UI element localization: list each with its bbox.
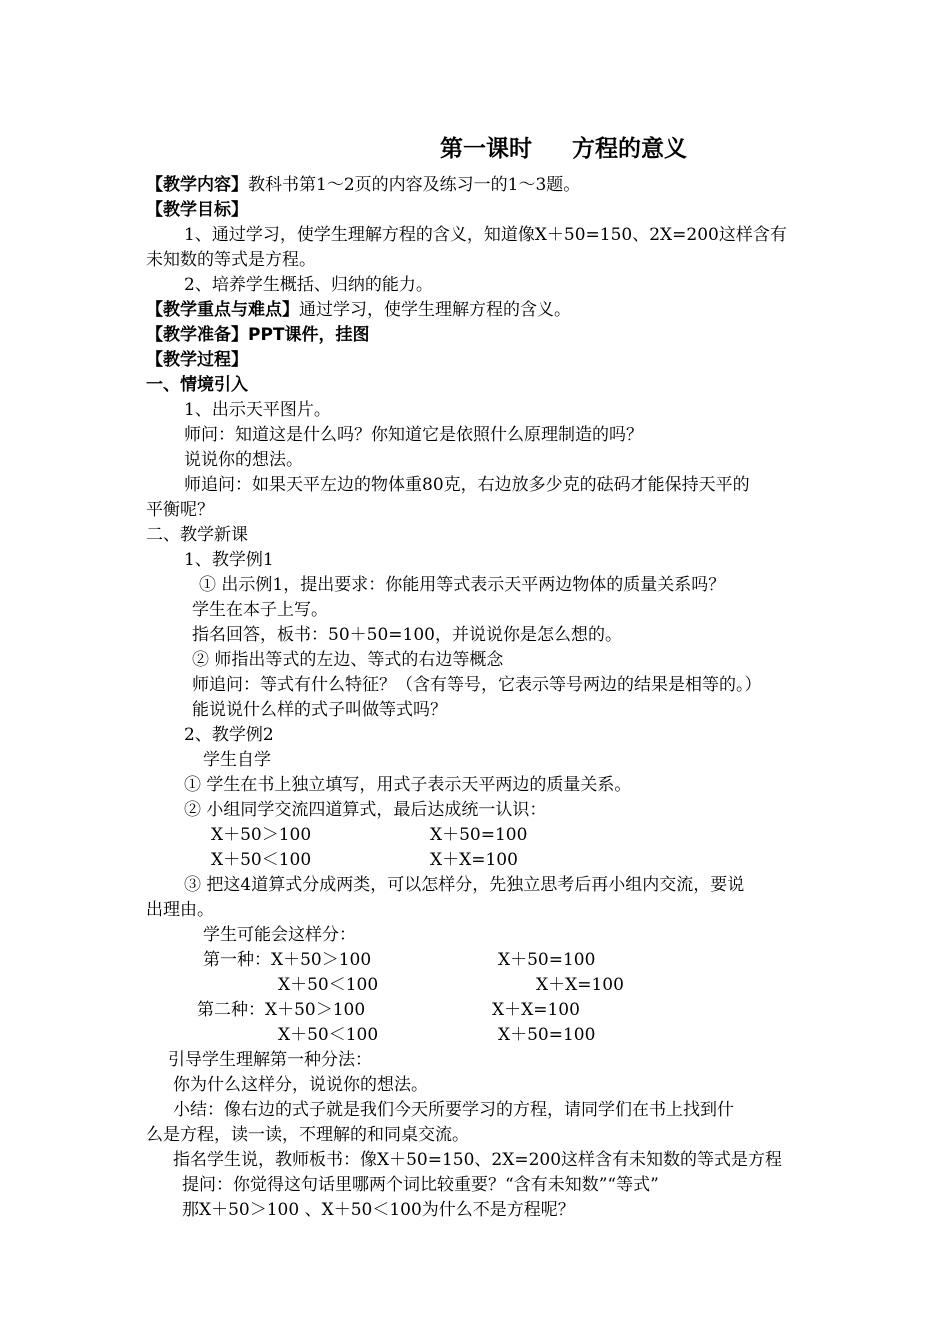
equation-4: X＋X=100 (430, 850, 518, 870)
prep-line (146, 323, 370, 348)
ex2-step-a: ① 学生在书上独立填写，用式子表示天平两边的质量关系。 (184, 775, 632, 795)
ex1-step-e: 师追问：等式有什么特征？（含有等号，它表示等号两边的结果是相等的。） (192, 675, 762, 695)
key-label: 【教学重点与难点】 (146, 300, 299, 320)
way-1-eq-d: X＋X=100 (536, 975, 624, 995)
final-question-line: 那X＋50＞100 、X＋50＜100为什么不是方程呢？ (182, 1200, 575, 1220)
sec1-line-4b: 平衡呢？ (146, 500, 214, 520)
process-label: 【教学过程】 (146, 350, 248, 370)
equation-1: X＋50＞100 (211, 825, 312, 845)
title-lesson: 第一课时 (440, 136, 532, 162)
goal-1-line-1: 1、通过学习，使学生理解方程的含义，知道像X＋50=150、2X=200这样含有 (184, 225, 787, 245)
ex1-step-a: ① 出示例1，提出要求：你能用等式表示天平两边物体的质量关系吗？ (199, 575, 726, 595)
sec1-line-1: 1、出示天平图片。 (184, 400, 331, 420)
question-line: 提问：你觉得这句话里哪两个词比较重要？“含有未知数”“等式” (182, 1175, 659, 1195)
ex1-step-d: ② 师指出等式的左边、等式的右边等概念 (192, 650, 504, 670)
prep-text: PPT课件，挂图 (248, 325, 370, 345)
equation-2: X＋50=100 (430, 825, 528, 845)
way-1-label: 第一种： (203, 950, 271, 970)
section-2-heading: 二、教学新课 (146, 525, 248, 545)
way-1-eq-a: X＋50＞100 (271, 950, 372, 970)
way-2-label: 第二种： (197, 1000, 265, 1020)
sec1-line-4a: 师追问：如果天平左边的物体重80克，右边放多少克的砝码才能保持天平的 (184, 475, 750, 495)
way-2-row-1 (197, 998, 365, 1023)
title-topic: 方程的意义 (572, 136, 687, 162)
goals-label: 【教学目标】 (146, 200, 248, 220)
way-2-eq-d: X＋50=100 (498, 1025, 596, 1045)
example-2-heading: 2、教学例2 (184, 725, 274, 745)
equation-3: X＋50＜100 (211, 850, 312, 870)
section-1-heading: 一、情境引入 (146, 375, 248, 395)
content-line (146, 173, 580, 198)
goal-1-line-2: 未知数的等式是方程。 (146, 250, 316, 270)
way-1-eq-b: X＋50=100 (498, 950, 596, 970)
example-1-heading: 1、教学例1 (184, 550, 274, 570)
ex1-step-b: 学生在本子上写。 (192, 600, 328, 620)
summary-line-1: 小结：像右边的式子就是我们今天所要学习的方程，请同学们在书上找到什 (173, 1100, 734, 1120)
goal-2: 2、培养学生概括、归纳的能力。 (184, 275, 433, 295)
content-text: 教科书第1～2页的内容及练习一的1～3题。 (248, 175, 581, 195)
ex1-step-c: 指名回答，板书：50＋50=100，并说说你是怎么想的。 (192, 625, 622, 645)
ex2-step-b: ② 小组同学交流四道算式，最后达成统一认识： (184, 800, 547, 820)
sec1-line-3: 说说你的想法。 (184, 450, 303, 470)
possible-grouping: 学生可能会这样分： (203, 925, 356, 945)
board-line: 指名学生说，教师板书：像X＋50=150、2X=200这样含有未知数的等式是方程 (173, 1150, 783, 1170)
page-title (440, 134, 687, 164)
ex2-self-study: 学生自学 (203, 750, 271, 770)
why-line: 你为什么这样分，说说你的想法。 (173, 1075, 428, 1095)
way-2-eq-a: X＋50＞100 (265, 1000, 366, 1020)
key-text: 通过学习，使学生理解方程的含义。 (299, 300, 571, 320)
way-2-eq-c: X＋50＜100 (278, 1025, 379, 1045)
way-1-eq-c: X＋50＜100 (278, 975, 379, 995)
way-2-eq-b: X＋X=100 (492, 1000, 580, 1020)
ex2-step-c-line-2: 出理由。 (146, 900, 214, 920)
sec1-line-2: 师问：知道这是什么吗？你知道它是依照什么原理制造的吗？ (184, 425, 643, 445)
summary-line-2: 么是方程，读一读，不理解的和同桌交流。 (146, 1125, 469, 1145)
content-label: 【教学内容】 (146, 175, 248, 195)
way-1-row-1 (203, 948, 371, 973)
prep-label: 【教学准备】 (146, 325, 248, 345)
ex1-step-f: 能说说什么样的式子叫做等式吗？ (192, 700, 447, 720)
ex2-step-c-line-1: ③ 把这4道算式分成两类，可以怎样分，先独立思考后再小组内交流，要说 (184, 875, 745, 895)
guide-line: 引导学生理解第一种分法： (168, 1050, 372, 1070)
key-line (146, 298, 571, 323)
